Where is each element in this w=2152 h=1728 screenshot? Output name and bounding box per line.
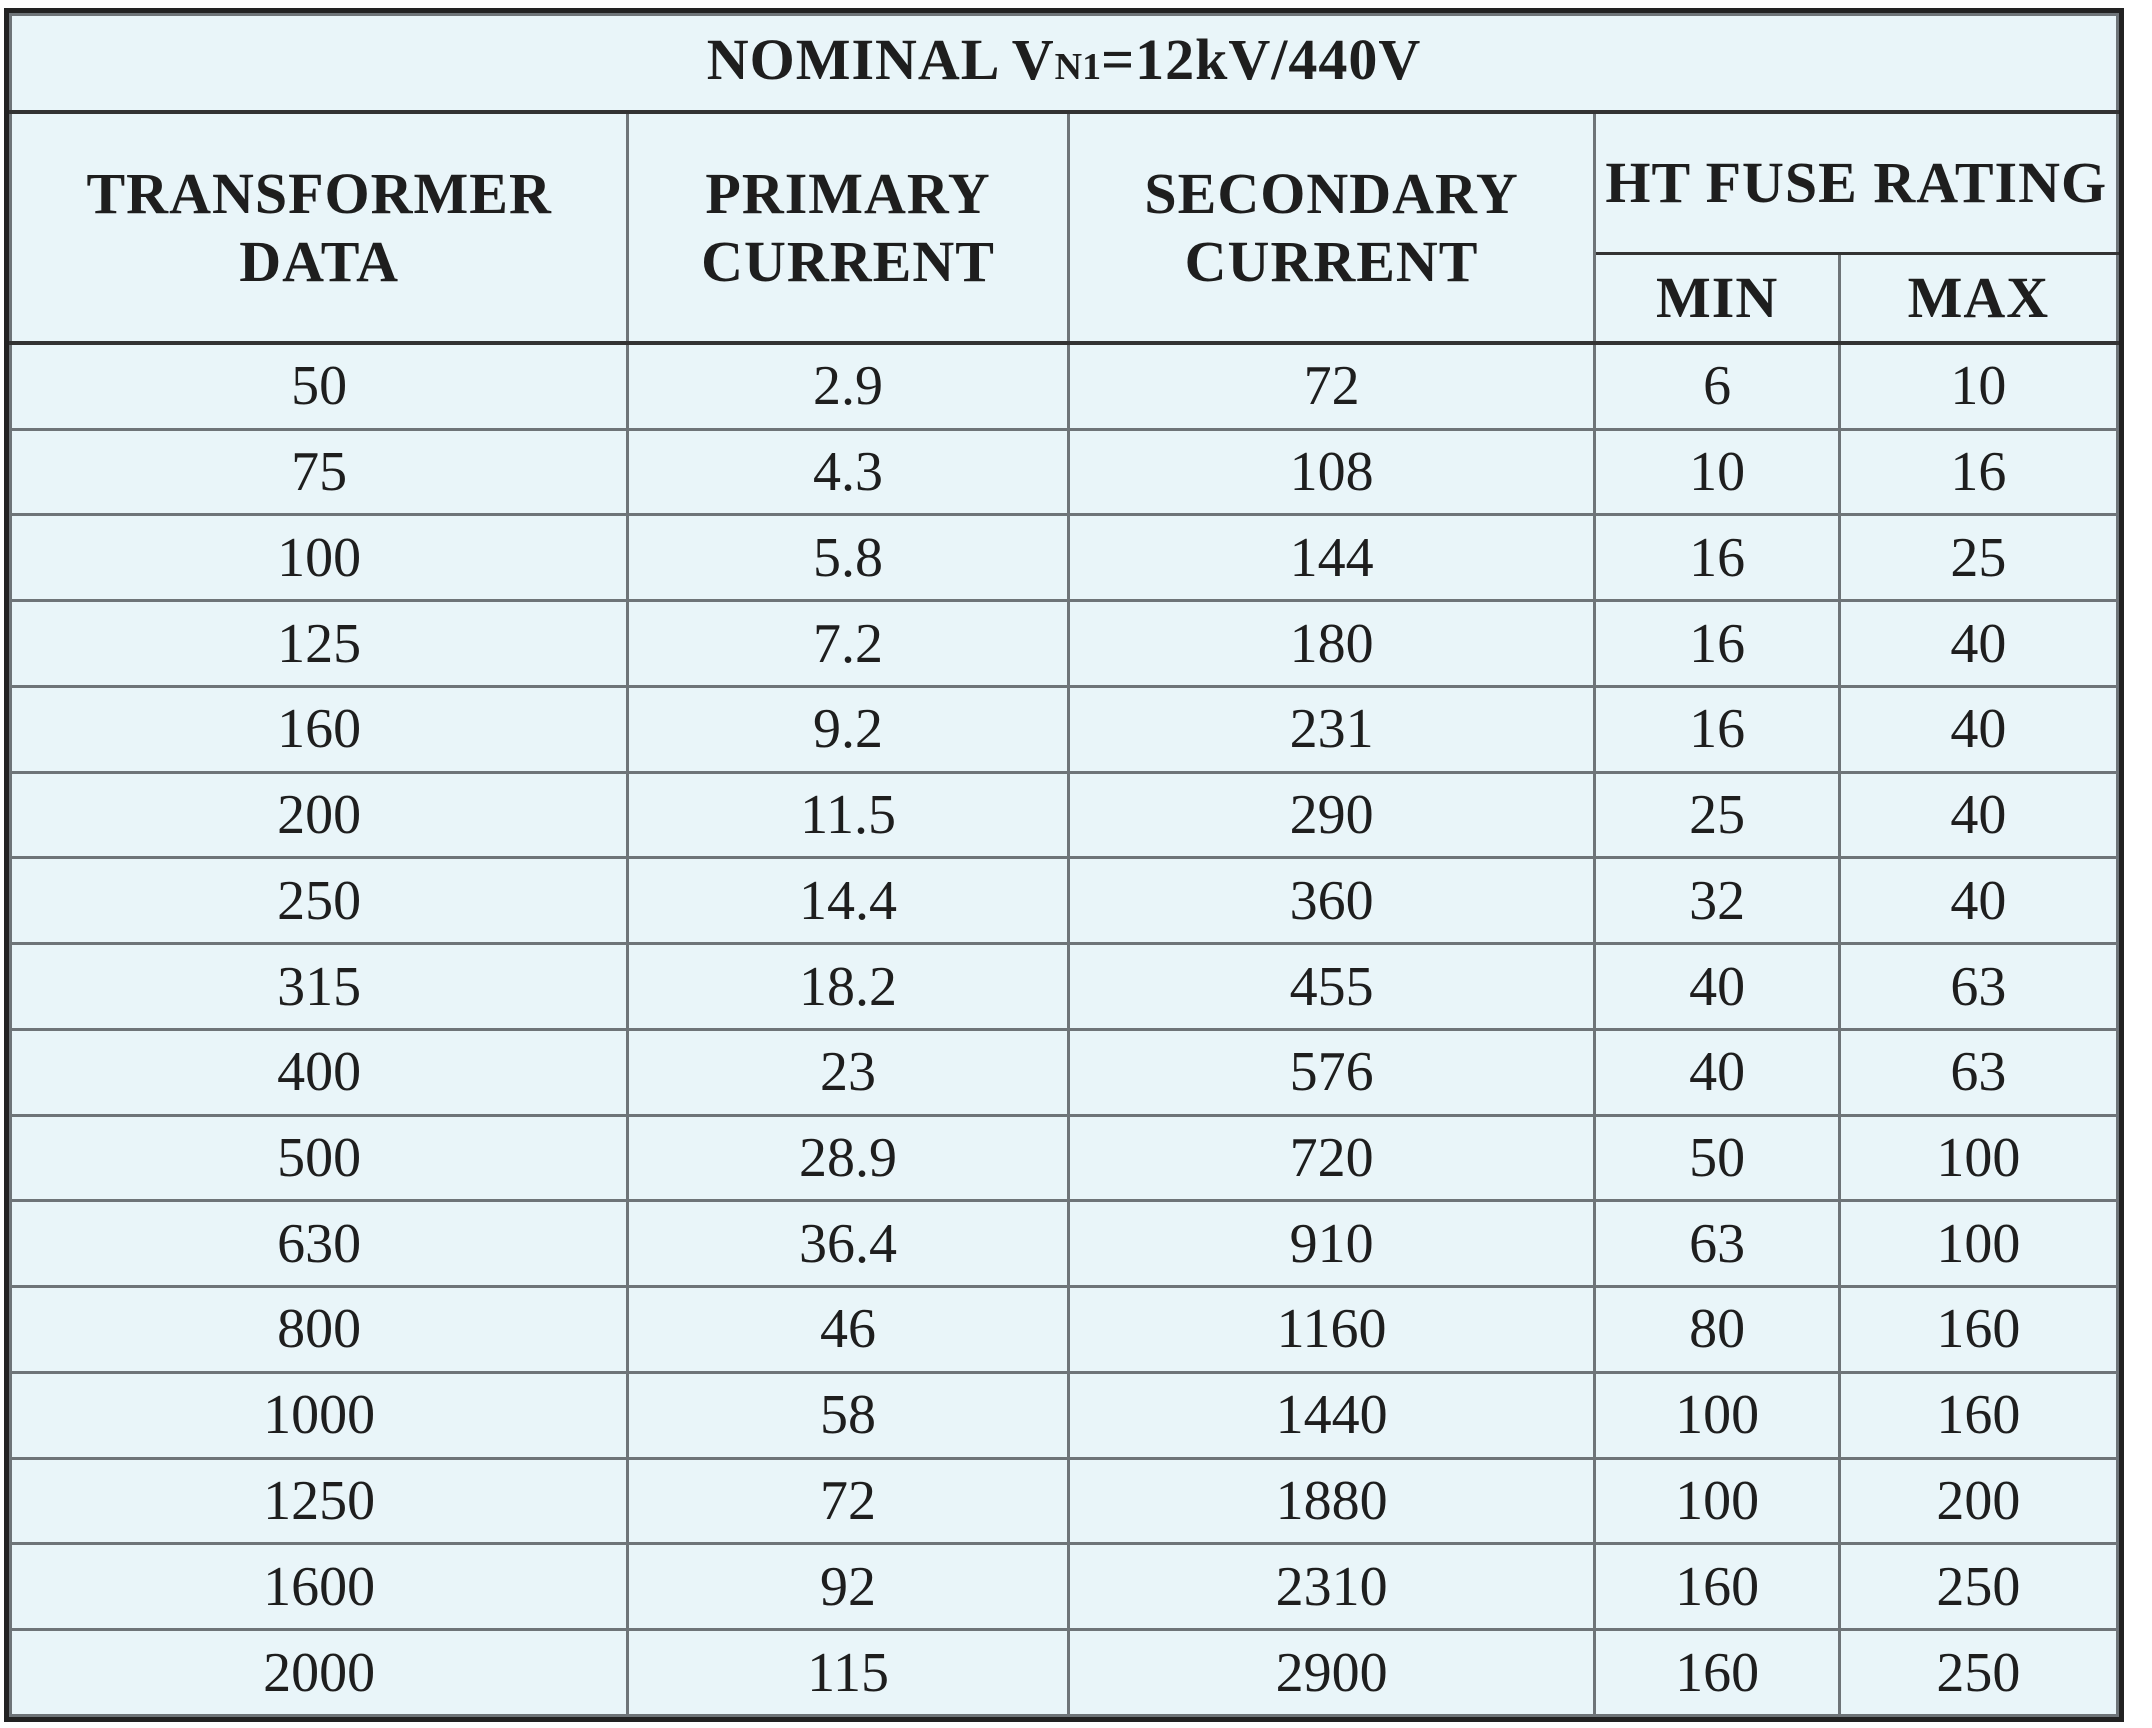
fuse-min-cell: 16 <box>1595 686 1839 772</box>
header-max: MAX <box>1839 254 2117 344</box>
secondary-current-cell: 2310 <box>1068 1544 1595 1630</box>
secondary-current-cell: 455 <box>1068 944 1595 1030</box>
table-row <box>11 429 2118 515</box>
table-row <box>11 1458 2118 1544</box>
fuse-max-cell: 160 <box>1839 1372 2117 1458</box>
fuse-rating-table <box>9 13 2119 1717</box>
secondary-current-cell: 2900 <box>1068 1630 1595 1716</box>
fuse-max-cell: 10 <box>1839 343 2117 429</box>
transformer-data-cell: 315 <box>11 944 628 1030</box>
secondary-current-cell: 290 <box>1068 772 1595 858</box>
transformer-data-cell: 50 <box>11 343 628 429</box>
secondary-current-cell: 576 <box>1068 1029 1595 1115</box>
table-row <box>11 858 2118 944</box>
table-title: NOMINAL VN1=12kV/440V <box>11 15 2118 113</box>
fuse-max-cell: 200 <box>1839 1458 2117 1544</box>
table-row <box>11 772 2118 858</box>
fuse-max-cell: 63 <box>1839 1029 2117 1115</box>
primary-current-cell: 36.4 <box>628 1201 1068 1287</box>
secondary-current-cell: 1440 <box>1068 1372 1595 1458</box>
transformer-data-cell: 250 <box>11 858 628 944</box>
table-row <box>11 343 2118 429</box>
table-row <box>11 944 2118 1030</box>
primary-current-cell: 18.2 <box>628 944 1068 1030</box>
fuse-min-cell: 40 <box>1595 944 1839 1030</box>
header-secondary-current: SECONDARY CURRENT <box>1068 112 1595 343</box>
fuse-min-cell: 80 <box>1595 1287 1839 1373</box>
fuse-min-cell: 40 <box>1595 1029 1839 1115</box>
fuse-min-cell: 160 <box>1595 1544 1839 1630</box>
transformer-data-cell: 1000 <box>11 1372 628 1458</box>
primary-current-cell: 4.3 <box>628 429 1068 515</box>
fuse-max-cell: 100 <box>1839 1115 2117 1201</box>
primary-current-cell: 28.9 <box>628 1115 1068 1201</box>
transformer-data-cell: 2000 <box>11 1630 628 1716</box>
fuse-min-cell: 16 <box>1595 601 1839 687</box>
primary-current-cell: 9.2 <box>628 686 1068 772</box>
secondary-current-cell: 1880 <box>1068 1458 1595 1544</box>
fuse-max-cell: 250 <box>1839 1630 2117 1716</box>
fuse-min-cell: 32 <box>1595 858 1839 944</box>
primary-current-cell: 2.9 <box>628 343 1068 429</box>
primary-current-cell: 58 <box>628 1372 1068 1458</box>
table-row <box>11 1544 2118 1630</box>
secondary-current-cell: 144 <box>1068 515 1595 601</box>
table-row <box>11 1287 2118 1373</box>
secondary-current-cell: 910 <box>1068 1201 1595 1287</box>
secondary-current-cell: 1160 <box>1068 1287 1595 1373</box>
secondary-current-cell: 108 <box>1068 429 1595 515</box>
table-row <box>11 1201 2118 1287</box>
secondary-current-cell: 72 <box>1068 343 1595 429</box>
fuse-max-cell: 40 <box>1839 601 2117 687</box>
primary-current-cell: 5.8 <box>628 515 1068 601</box>
transformer-data-cell: 800 <box>11 1287 628 1373</box>
transformer-data-cell: 1600 <box>11 1544 628 1630</box>
table-row <box>11 1029 2118 1115</box>
fuse-min-cell: 160 <box>1595 1630 1839 1716</box>
header-ht-fuse-rating: HT FUSE RATING <box>1595 112 2118 254</box>
transformer-data-cell: 630 <box>11 1201 628 1287</box>
table-row <box>11 1630 2118 1716</box>
fuse-min-cell: 100 <box>1595 1372 1839 1458</box>
primary-current-cell: 23 <box>628 1029 1068 1115</box>
fuse-max-cell: 25 <box>1839 515 2117 601</box>
fuse-min-cell: 25 <box>1595 772 1839 858</box>
transformer-data-cell: 125 <box>11 601 628 687</box>
fuse-min-cell: 100 <box>1595 1458 1839 1544</box>
primary-current-cell: 72 <box>628 1458 1068 1544</box>
fuse-max-cell: 40 <box>1839 772 2117 858</box>
fuse-min-cell: 16 <box>1595 515 1839 601</box>
transformer-data-cell: 200 <box>11 772 628 858</box>
fuse-min-cell: 50 <box>1595 1115 1839 1201</box>
fuse-max-cell: 40 <box>1839 858 2117 944</box>
fuse-rating-table-container <box>4 8 2124 1722</box>
transformer-data-cell: 400 <box>11 1029 628 1115</box>
fuse-min-cell: 63 <box>1595 1201 1839 1287</box>
secondary-current-cell: 231 <box>1068 686 1595 772</box>
title-subscript: N1 <box>1054 45 1102 88</box>
transformer-data-cell: 75 <box>11 429 628 515</box>
fuse-max-cell: 40 <box>1839 686 2117 772</box>
fuse-max-cell: 250 <box>1839 1544 2117 1630</box>
primary-current-cell: 7.2 <box>628 601 1068 687</box>
transformer-data-cell: 100 <box>11 515 628 601</box>
header-min: MIN <box>1595 254 1839 344</box>
fuse-min-cell: 6 <box>1595 343 1839 429</box>
transformer-data-cell: 1250 <box>11 1458 628 1544</box>
fuse-max-cell: 63 <box>1839 944 2117 1030</box>
table-body <box>11 343 2118 1716</box>
table-row <box>11 1115 2118 1201</box>
primary-current-cell: 11.5 <box>628 772 1068 858</box>
primary-current-cell: 14.4 <box>628 858 1068 944</box>
transformer-data-cell: 500 <box>11 1115 628 1201</box>
fuse-min-cell: 10 <box>1595 429 1839 515</box>
header-transformer-data: TRANSFORMER DATA <box>11 112 628 343</box>
secondary-current-cell: 180 <box>1068 601 1595 687</box>
transformer-data-cell: 160 <box>11 686 628 772</box>
fuse-max-cell: 100 <box>1839 1201 2117 1287</box>
secondary-current-cell: 720 <box>1068 1115 1595 1201</box>
fuse-max-cell: 160 <box>1839 1287 2117 1373</box>
table-row <box>11 515 2118 601</box>
header-primary-current: PRIMARY CURRENT <box>628 112 1068 343</box>
table-row <box>11 601 2118 687</box>
primary-current-cell: 92 <box>628 1544 1068 1630</box>
primary-current-cell: 46 <box>628 1287 1068 1373</box>
table-row <box>11 1372 2118 1458</box>
primary-current-cell: 115 <box>628 1630 1068 1716</box>
fuse-max-cell: 16 <box>1839 429 2117 515</box>
secondary-current-cell: 360 <box>1068 858 1595 944</box>
table-row <box>11 686 2118 772</box>
